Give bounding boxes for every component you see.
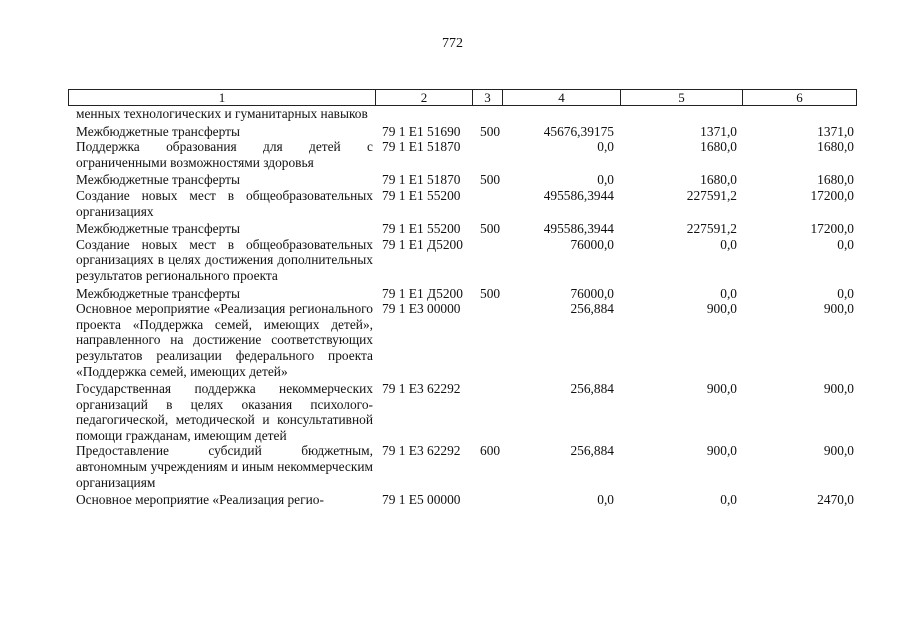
row-value-6: 0,0 — [837, 285, 854, 301]
row-name: Межбюджетные трансферты — [76, 123, 240, 139]
row-value-5: 900,0 — [706, 301, 737, 317]
row-value-6: 0,0 — [837, 236, 854, 252]
row-name: Поддержка образования для детей с ограниченными возможностями здоровья — [76, 139, 373, 170]
row-value-5: 1680,0 — [700, 172, 737, 188]
row-name: Предоставление субсидий бюджетным, автономным учреждениям и иным некоммерческим организациям — [76, 443, 373, 490]
row-name: Государственная поддержка некоммерческих организаций в целях оказания психолого-педагогической, методической и консультативной помощи гражданам, имеющим детей — [76, 381, 373, 443]
row-value-4: 256,884 — [570, 443, 614, 459]
row-name: Межбюджетные трансферты — [76, 285, 240, 301]
row-value-5: 0,0 — [720, 285, 737, 301]
row-value-6: 1680,0 — [817, 139, 854, 155]
row-name: Основное мероприятие «Реализация регио- — [76, 492, 324, 508]
row-value-6: 2470,0 — [817, 492, 854, 508]
row-value-4: 256,884 — [570, 381, 614, 397]
page-number: 772 — [442, 36, 463, 51]
budget-table-body — [68, 106, 858, 508]
table-row — [68, 124, 858, 140]
row-value-5: 1680,0 — [700, 139, 737, 155]
row-name: менных технологических и гуманитарных навыков — [76, 106, 368, 121]
row-code: 79 1 E1 Д5200 — [382, 285, 463, 301]
row-code: 79 1 E1 55200 — [382, 187, 461, 203]
row-name: Межбюджетные трансферты — [76, 172, 240, 188]
table-row — [68, 139, 858, 170]
column-header-1: 1 — [69, 90, 376, 106]
table-row — [68, 237, 858, 284]
table-row — [68, 188, 858, 219]
column-header-5: 5 — [621, 90, 743, 106]
row-type: 500 — [480, 172, 501, 188]
row-code: 79 1 E1 51870 — [382, 172, 461, 188]
row-type: 500 — [480, 221, 501, 237]
row-type: 500 — [480, 285, 501, 301]
row-value-4: 0,0 — [597, 492, 614, 508]
column-header-table — [68, 89, 857, 106]
table-row — [68, 221, 858, 237]
row-value-6: 1680,0 — [817, 172, 854, 188]
column-header-2: 2 — [376, 90, 473, 106]
row-code: 79 1 E3 62292 — [382, 443, 461, 459]
column-header-6: 6 — [743, 90, 857, 106]
row-code: 79 1 E1 51690 — [382, 123, 461, 139]
row-value-6: 900,0 — [823, 301, 854, 317]
table-row — [68, 301, 858, 379]
row-value-4: 0,0 — [597, 172, 614, 188]
row-value-4: 76000,0 — [570, 236, 614, 252]
row-type: 600 — [480, 443, 501, 459]
table-row — [68, 172, 858, 188]
row-name: Создание новых мест в общеобразовательных организациях в целях достижения дополнительных результатов регионального проекта — [76, 236, 373, 283]
row-value-4: 495586,3944 — [543, 221, 614, 237]
row-name: Основное мероприятие «Реализация регионального проекта «Поддержка семей, имеющих детей», направленного на достижение соответствующих результатов реализации федерального проекта «Поддержка семей, имеющих детей» — [76, 301, 373, 379]
row-code: 79 1 E3 00000 — [382, 301, 461, 317]
row-value-6: 17200,0 — [810, 187, 854, 203]
row-value-4: 76000,0 — [570, 285, 614, 301]
table-row — [68, 492, 858, 508]
row-code: 79 1 E5 00000 — [382, 492, 461, 508]
table-row — [68, 381, 858, 443]
row-value-4: 0,0 — [597, 139, 614, 155]
row-value-4: 256,884 — [570, 301, 614, 317]
row-code: 79 1 E3 62292 — [382, 381, 461, 397]
row-type: 500 — [480, 123, 501, 139]
row-value-4: 495586,3944 — [543, 187, 614, 203]
column-header-4: 4 — [503, 90, 621, 106]
row-value-5: 227591,2 — [686, 187, 737, 203]
row-value-5: 900,0 — [706, 381, 737, 397]
row-value-6: 900,0 — [823, 443, 854, 459]
table-row — [68, 443, 858, 490]
column-header-3: 3 — [473, 90, 503, 106]
row-name: Создание новых мест в общеобразовательных организациях — [76, 187, 373, 219]
row-code: 79 1 E1 Д5200 — [382, 236, 463, 252]
table-row — [68, 106, 858, 122]
row-value-5: 227591,2 — [686, 221, 737, 237]
row-value-6: 1371,0 — [817, 123, 854, 139]
row-value-5: 900,0 — [706, 443, 737, 459]
row-code: 79 1 E1 55200 — [382, 221, 461, 237]
table-row — [68, 286, 858, 302]
row-value-4: 45676,39175 — [543, 123, 614, 139]
row-value-5: 0,0 — [720, 236, 737, 252]
row-value-5: 1371,0 — [700, 123, 737, 139]
row-value-5: 0,0 — [720, 492, 737, 508]
row-code: 79 1 E1 51870 — [382, 139, 461, 155]
row-value-6: 17200,0 — [810, 221, 854, 237]
row-value-6: 900,0 — [823, 381, 854, 397]
row-name: Межбюджетные трансферты — [76, 221, 240, 237]
